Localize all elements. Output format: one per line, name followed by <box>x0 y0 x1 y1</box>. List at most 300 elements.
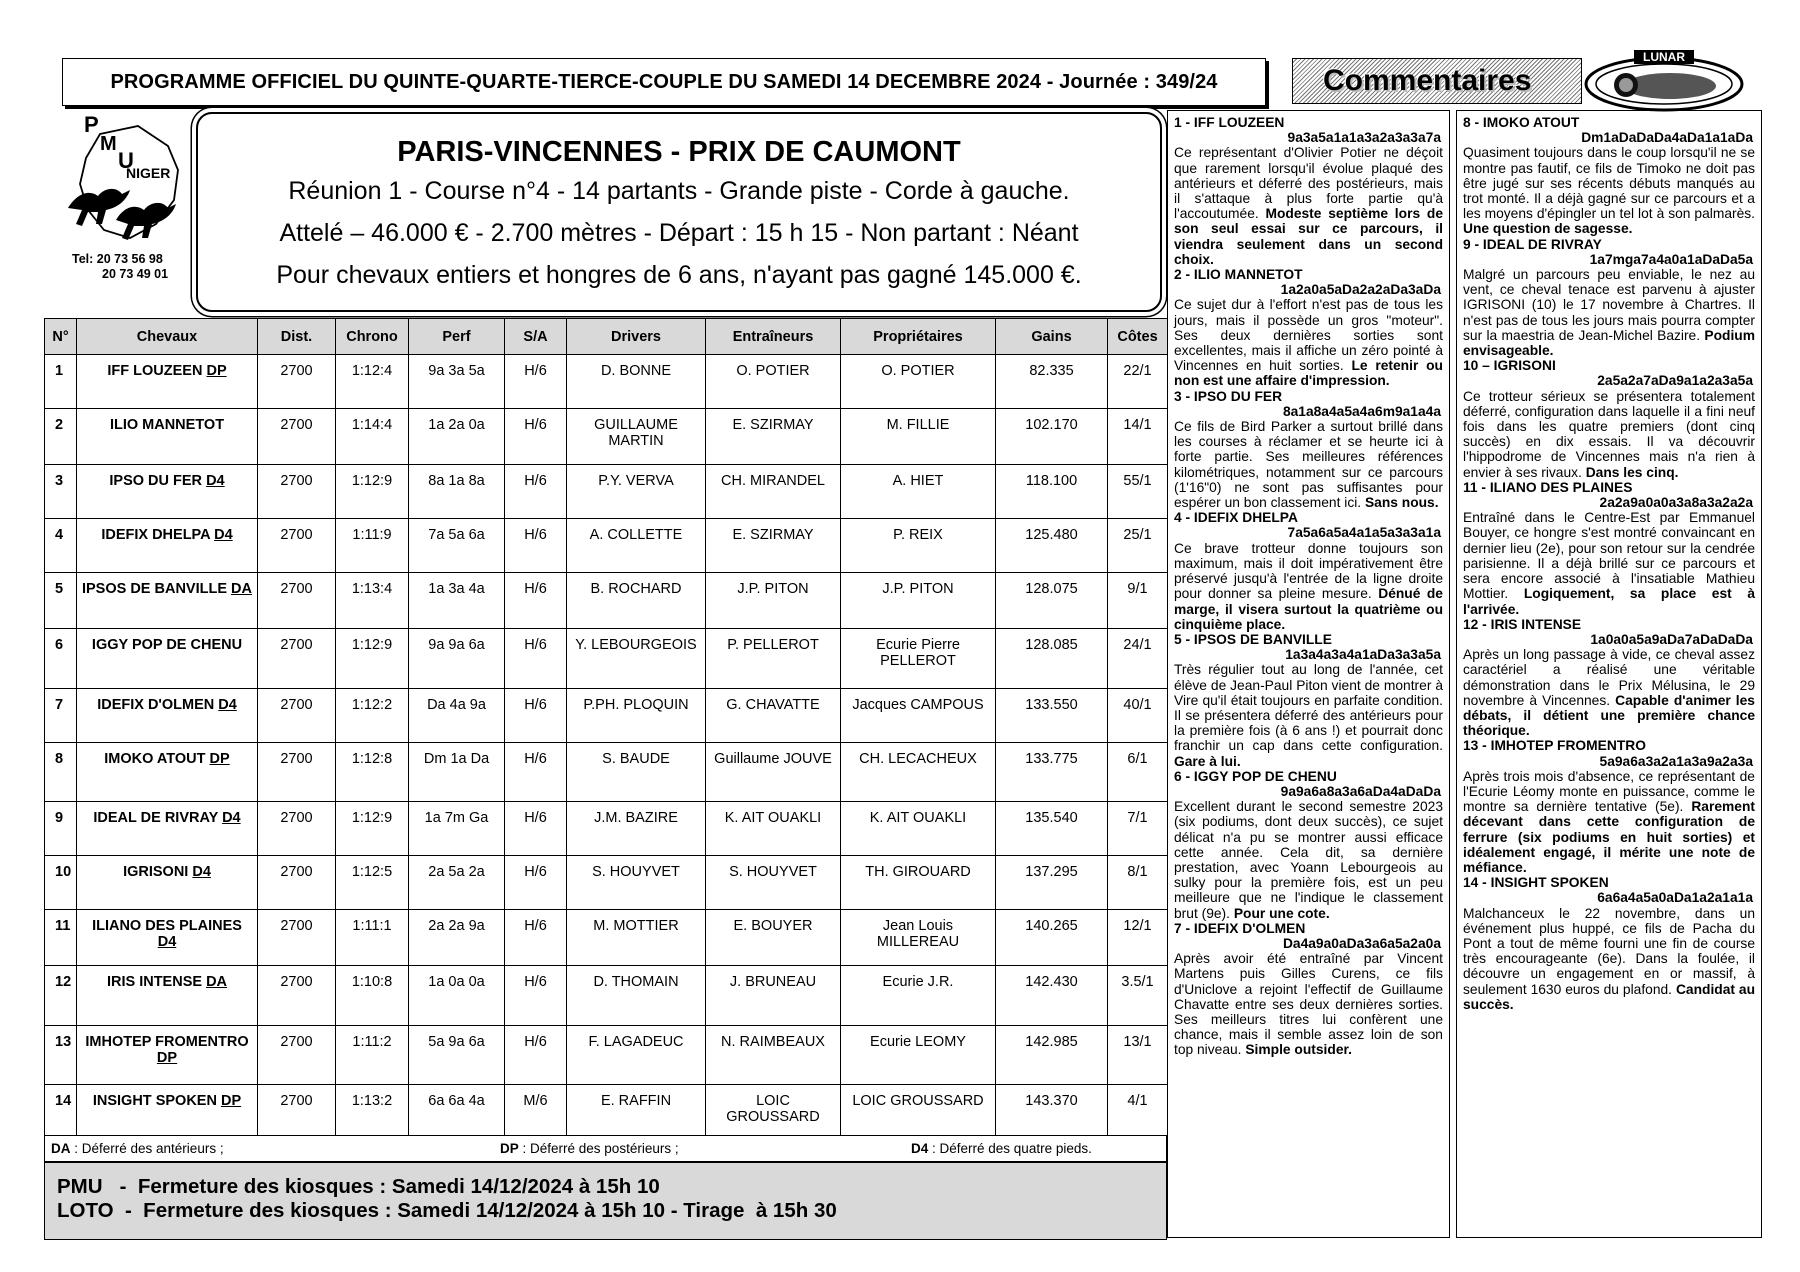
cell-dist: 2700 <box>258 465 336 519</box>
comment-text: Quasiment toujours dans le coup lorsqu'il ne se montre pas fautif, ce fils de Timoko ne doit pas être jugé sur ses récents débuts manqués au trot monté. Il a déjà gagné sur ce parcours et a les moyens d'épingler un tel lot à son palmarès. <box>1463 145 1755 222</box>
comment-entry <box>1174 267 1443 389</box>
comment-form-code: 1a2a0a5aDa2a2aDa3aDa <box>1280 282 1441 298</box>
cell-cote: 25/1 <box>1108 518 1168 572</box>
comment-entry <box>1174 769 1443 921</box>
cell-owner: A. HIET <box>841 465 996 519</box>
comment-text: Ce représentant d'Olivier Potier ne déçoit que rarement lorsqu'il évolue plaqué des antérieurs et déferré des postérieurs, mais il s'attaque à plus forte partie qu'à l'accoutumée. <box>1174 145 1443 222</box>
horse-name-cell <box>77 408 258 464</box>
cell-sa: H/6 <box>505 1025 567 1085</box>
table-row <box>45 629 1168 689</box>
cell-perf: Da 4a 9a <box>409 688 505 742</box>
comment-form-code: Da4a9a0aDa3a6a5a2a0a <box>1282 935 1441 951</box>
cell-chrono: 1:11:9 <box>336 518 409 572</box>
horse-name: INSIGHT SPOKEN <box>92 1093 217 1110</box>
cell-cote: 24/1 <box>1108 629 1168 689</box>
horse-name-cell <box>77 966 258 1026</box>
comment-form-code: 9a3a5a1a1a3a2a3a3a7a <box>1287 130 1441 146</box>
cell-chrono: 1:12:9 <box>336 802 409 856</box>
comment-body <box>1463 510 1755 616</box>
comment-conclusion: Capable d'animer les débats, il détient une première chance théorique. <box>1463 692 1755 739</box>
table-row <box>45 572 1168 628</box>
comment-text: Ce fils de Bird Parker a surtout brillé dans les courses à réclamer et se heurte ici à forte partie. Ses meilleures références kilométriques, notamment sur ce parcours (1'16"0) ne sont pas suffisantes pour espérer un bon classement ici. <box>1174 419 1443 511</box>
legend-da-text: : Déferré des antérieurs ; <box>70 1141 224 1156</box>
cell-chrono: 1:14:4 <box>336 408 409 464</box>
cell-owner: K. AIT OUAKLI <box>841 802 996 856</box>
race-title: PARIS-VINCENNES - PRIX DE CAUMONT <box>397 136 961 168</box>
kiosk-pmu-line: PMU - Fermeture des kiosques : Samedi 14/12/2024 à 15h 10 <box>57 1175 660 1198</box>
cell-trainer: G. CHAVATTE <box>706 688 841 742</box>
ferrure-tag: D4 <box>206 473 225 490</box>
cell-cote: 9/1 <box>1108 572 1168 628</box>
ferrure-tag: DP <box>209 750 230 767</box>
table-body <box>45 355 1168 1136</box>
column-header: Dist. <box>258 319 336 355</box>
cell-driver: F. LAGADEUC <box>567 1025 706 1085</box>
cell-gains: 142.985 <box>996 1025 1108 1085</box>
horse-name-cell <box>77 1025 258 1085</box>
comment-conclusion: Une question de sagesse. <box>1463 221 1633 237</box>
legend-d4-code: D4 <box>911 1141 929 1156</box>
comment-title: 7 - IDEFIX D'OLMEN <box>1174 920 1306 936</box>
cell-chrono: 1:12:9 <box>336 629 409 689</box>
comment-conclusion: Rarement décevant dans cette configuration de ferrure (six podiums en huit sorties) et idéalement engagé, il mérite une note de méfiance. <box>1463 799 1755 875</box>
horse-name-cell <box>77 802 258 856</box>
comment-title: 4 - IDEFIX DHELPA <box>1174 510 1298 526</box>
comment-body <box>1174 662 1443 768</box>
cell-gains: 135.540 <box>996 802 1108 856</box>
cell-owner: CH. LECACHEUX <box>841 742 996 802</box>
cell-owner: Jean Louis MILLEREAU <box>841 909 996 965</box>
cell-dist: 2700 <box>258 742 336 802</box>
table-row <box>45 742 1168 802</box>
cell-perf: 2a 5a 2a <box>409 856 505 910</box>
comment-body <box>1174 541 1443 632</box>
cell-gains: 137.295 <box>996 856 1108 910</box>
cell-chrono: 1:12:5 <box>336 856 409 910</box>
pmu-tel-line2: 20 73 49 01 <box>102 267 169 281</box>
legend-dp-text: : Déferré des postérieurs ; <box>518 1141 679 1156</box>
comment-conclusion: Sans nous. <box>1364 495 1439 511</box>
table-row <box>45 1085 1168 1136</box>
cell-n: 5 <box>45 572 77 628</box>
comment-conclusion: Dénué de marge, il visera surtout la quatrième ou cinquième place. <box>1174 586 1443 632</box>
table-row <box>45 518 1168 572</box>
cell-perf: 5a 9a 6a <box>409 1025 505 1085</box>
cell-trainer: P. PELLEROT <box>706 629 841 689</box>
ferrure-tag: D4 <box>157 933 177 950</box>
comment-body <box>1463 906 1755 1012</box>
comment-entry <box>1463 875 1755 1012</box>
runners-table <box>44 318 1168 1136</box>
comment-conclusion: Logiquement, sa place est à l'arrivée. <box>1463 586 1756 617</box>
cell-cote: 6/1 <box>1108 742 1168 802</box>
comment-title: 10 – IGRISONI <box>1463 358 1556 374</box>
cell-driver: D. BONNE <box>567 355 706 409</box>
cell-cote: 13/1 <box>1108 1025 1168 1085</box>
cell-n: 4 <box>45 518 77 572</box>
comment-form-code: 5a9a6a3a2a1a3a9a2a3a <box>1599 753 1753 769</box>
comment-form-code: 9a9a6a8a3a6aDa4aDaDa <box>1280 783 1441 799</box>
cell-n: 6 <box>45 629 77 689</box>
cell-n: 3 <box>45 465 77 519</box>
race-info-box <box>196 112 1162 312</box>
column-header: N° <box>45 319 77 355</box>
cell-n: 2 <box>45 408 77 464</box>
comment-title: 9 - IDEAL DE RIVRAY <box>1463 236 1602 252</box>
table-row <box>45 856 1168 910</box>
comment-body <box>1174 799 1443 921</box>
cell-perf: 1a 0a 0a <box>409 966 505 1026</box>
cell-owner: Ecurie Pierre PELLEROT <box>841 629 996 689</box>
ferrure-tag: DA <box>231 580 252 597</box>
cell-gains: 118.100 <box>996 465 1108 519</box>
column-header: Propriétaires <box>841 319 996 355</box>
pmu-logo-p: P <box>84 112 99 137</box>
ferrure-tag: DP <box>220 1093 242 1110</box>
cell-perf: 9a 9a 6a <box>409 629 505 689</box>
comment-entry <box>1463 480 1755 617</box>
comment-entry <box>1463 115 1755 237</box>
legend-da <box>51 1141 224 1156</box>
cell-chrono: 1:13:2 <box>336 1085 409 1136</box>
cell-cote: 22/1 <box>1108 355 1168 409</box>
table-row <box>45 966 1168 1026</box>
comments-column-right <box>1456 110 1762 1238</box>
comment-entry <box>1463 738 1755 875</box>
horse-name: IGRISONI <box>123 864 189 881</box>
comment-conclusion: Le retenir ou non est une affaire d'impression. <box>1174 358 1443 389</box>
horse-name: IPSOS DE BANVILLE <box>81 580 228 597</box>
comment-text: Ce brave trotteur donne toujours son maximum, mais il doit impérativement être préservé jusqu'à l'entrée de la ligne droite pour donner sa pleine mesure. <box>1174 540 1443 602</box>
cell-cote: 12/1 <box>1108 909 1168 965</box>
horse-name: IDEFIX DHELPA <box>101 526 211 543</box>
comment-body <box>1463 769 1755 875</box>
legend-dp-code: DP <box>500 1141 519 1156</box>
comment-conclusion: Gare à lui. <box>1174 753 1241 769</box>
cell-trainer: E. SZIRMAY <box>706 518 841 572</box>
cell-trainer: N. RAIMBEAUX <box>706 1025 841 1085</box>
cell-cote: 4/1 <box>1108 1085 1168 1136</box>
comment-conclusion: Candidat au succès. <box>1463 981 1755 1012</box>
cell-gains: 82.335 <box>996 355 1108 409</box>
cell-driver: J.M. BAZIRE <box>567 802 706 856</box>
cell-driver: S. HOUYVET <box>567 856 706 910</box>
table-row <box>45 688 1168 742</box>
comment-title: 14 - INSIGHT SPOKEN <box>1463 875 1609 891</box>
comments-column-left <box>1167 110 1450 1238</box>
horse-name-cell <box>77 742 258 802</box>
cell-sa: H/6 <box>505 629 567 689</box>
cell-sa: H/6 <box>505 742 567 802</box>
pmu-logo-niger: NIGER <box>126 165 171 181</box>
cell-perf: 1a 3a 4a <box>409 572 505 628</box>
cell-perf: 9a 3a 5a <box>409 355 505 409</box>
cell-driver: S. BAUDE <box>567 742 706 802</box>
comment-body <box>1463 145 1755 236</box>
cell-owner: P. REIX <box>841 518 996 572</box>
cell-owner: M. FILLIE <box>841 408 996 464</box>
comments-header <box>1292 58 1582 104</box>
cell-n: 7 <box>45 688 77 742</box>
cell-dist: 2700 <box>258 518 336 572</box>
cell-cote: 3.5/1 <box>1108 966 1168 1026</box>
comment-conclusion: Pour une cote. <box>1233 905 1330 921</box>
ferrure-tag: DA <box>206 974 228 991</box>
cell-dist: 2700 <box>258 355 336 409</box>
cell-chrono: 1:12:9 <box>336 465 409 519</box>
horse-name: ILIANO DES PLAINES <box>92 917 242 934</box>
cell-n: 8 <box>45 742 77 802</box>
comment-title: 2 - ILIO MANNETOT <box>1174 267 1303 283</box>
cell-dist: 2700 <box>258 1085 336 1136</box>
comment-text: Malchanceux le 22 novembre, dans un événement plus huppé, ce fils de Pacha du Pont a tout de même fourni une fin de course très encourageante (6e). Dans la foulée, il découvre un engagement en or massif, à seulement 1630 euros du plafond. <box>1463 905 1755 997</box>
horse-name: IMHOTEP FROMENTRO <box>85 1033 249 1050</box>
comment-text: Excellent durant le second semestre 2023 (six podiums, dont deux succès), ce sujet délicat n'a pu se montrer aussi efficace cette année. Cela dit, sa dernière prestation, avec Yoann Lebourgeois au sulky pour la première fois, est un peu meilleure que ne l'indique le classement brut (9e). <box>1174 799 1443 921</box>
cell-cote: 7/1 <box>1108 802 1168 856</box>
comment-form-code: 1a0a0a5a9aDa7aDaDaDa <box>1590 631 1753 647</box>
comment-title: 6 - IGGY POP DE CHENU <box>1174 768 1337 784</box>
horse-name-cell <box>77 909 258 965</box>
horse-name: IPSO DU FER <box>109 473 203 490</box>
ferrure-tag: D4 <box>192 864 211 881</box>
cell-trainer: J.P. PITON <box>706 572 841 628</box>
comment-entry <box>1463 358 1755 480</box>
cell-gains: 140.265 <box>996 909 1108 965</box>
cell-owner: LOIC GROUSSARD <box>841 1085 996 1136</box>
cell-owner: TH. GIROUARD <box>841 856 996 910</box>
comment-conclusion: Simple outsider. <box>1245 1042 1352 1058</box>
cell-cote: 14/1 <box>1108 408 1168 464</box>
comment-entry <box>1174 632 1443 769</box>
pmu-contact <box>72 252 168 282</box>
pmu-logo-u: U <box>118 148 134 173</box>
comment-title: 1 - IFF LOUZEEN <box>1174 115 1285 130</box>
cell-cote: 55/1 <box>1108 465 1168 519</box>
legend-dp <box>500 1141 679 1156</box>
horse-name-cell <box>77 518 258 572</box>
cell-driver: GUILLAUME MARTIN <box>567 408 706 464</box>
cell-perf: 1a 2a 0a <box>409 408 505 464</box>
table-row <box>45 802 1168 856</box>
horse-name-cell <box>77 572 258 628</box>
comment-title: 11 - ILIANO DES PLAINES <box>1463 479 1633 495</box>
cell-trainer: E. SZIRMAY <box>706 408 841 464</box>
comment-form-code: 6a6a4a5a0aDa1a2a1a1a <box>1597 890 1753 906</box>
comment-body <box>1174 145 1443 267</box>
cell-perf: 7a 5a 6a <box>409 518 505 572</box>
cell-sa: H/6 <box>505 572 567 628</box>
race-info-line2: Attelé – 46.000 € - 2.700 mètres - Départ : 15 h 15 - Non partant : Néant <box>279 219 1079 247</box>
horse-name-cell <box>77 1085 258 1136</box>
table-header-row <box>45 319 1168 355</box>
cell-trainer: K. AIT OUAKLI <box>706 802 841 856</box>
comment-body <box>1174 951 1443 1057</box>
ferrure-tag: DP <box>156 1049 178 1066</box>
cell-owner: Ecurie J.R. <box>841 966 996 1026</box>
cell-gains: 142.430 <box>996 966 1108 1026</box>
table-row <box>45 909 1168 965</box>
cell-driver: A. COLLETTE <box>567 518 706 572</box>
comment-form-code: 1a7mga7a4a0a1aDaDa5a <box>1589 251 1753 267</box>
comment-entry <box>1174 389 1443 511</box>
comment-body <box>1174 297 1443 388</box>
horse-name-cell <box>77 465 258 519</box>
cell-dist: 2700 <box>258 572 336 628</box>
comment-title: 3 - IPSO DU FER <box>1174 388 1283 404</box>
cell-sa: H/6 <box>505 966 567 1026</box>
cell-owner: J.P. PITON <box>841 572 996 628</box>
comment-conclusion: Modeste septième lors de son seul essai sur ce parcours, il viendra seulement dans un second choix. <box>1174 206 1443 267</box>
comment-text: Entraîné dans le Centre-Est par Emmanuel Bouyer, ce hongre s'est montré convaincant en dernier lieu (2e), pour son retour sur la cendrée parisienne. Il a déjà brillé sur ce parcours et sera encore associé à l'insatiable Mathieu Mottier. <box>1463 510 1755 602</box>
comment-form-code: Dm1aDaDaDa4aDa1a1aDa <box>1581 130 1753 146</box>
cell-driver: D. THOMAIN <box>567 966 706 1026</box>
cell-trainer: O. POTIER <box>706 355 841 409</box>
cell-chrono: 1:12:2 <box>336 688 409 742</box>
horse-name: IDEFIX D'OLMEN <box>97 696 215 713</box>
comment-entry <box>1463 237 1755 359</box>
horse-name: IMOKO ATOUT <box>104 750 206 767</box>
comment-form-code: 1a3a4a3a4a1aDa3a3a5a <box>1285 647 1441 663</box>
table-row <box>45 465 1168 519</box>
table-row <box>45 408 1168 464</box>
column-header: Drivers <box>567 319 706 355</box>
cell-sa: H/6 <box>505 465 567 519</box>
ferrure-tag: D4 <box>218 696 237 713</box>
cell-gains: 133.550 <box>996 688 1108 742</box>
horse-name: IDEAL DE RIVRAY <box>93 810 219 827</box>
cell-owner: Jacques CAMPOUS <box>841 688 996 742</box>
cell-owner: Ecurie LEOMY <box>841 1025 996 1085</box>
cell-gains: 128.085 <box>996 629 1108 689</box>
comment-text: Après avoir été entraîné par Vincent Martens puis Gilles Curens, ce fils d'Uniclove a rejoint l'effectif de Guillaume Chavatte entre ses deux dernières sorties. Ses meilleurs titres lui confèrent une chance, mais il semble assez loin de son top niveau. <box>1174 951 1443 1058</box>
cell-n: 9 <box>45 802 77 856</box>
cell-dist: 2700 <box>258 909 336 965</box>
horse-name-cell <box>77 856 258 910</box>
cell-n: 11 <box>45 909 77 965</box>
cell-sa: M/6 <box>505 1085 567 1136</box>
cell-trainer: Guillaume JOUVE <box>706 742 841 802</box>
race-info-line1: Réunion 1 - Course n°4 - 14 partants - Grande piste - Corde à gauche. <box>288 177 1070 205</box>
comment-entry <box>1174 510 1443 632</box>
horse-name-cell <box>77 629 258 689</box>
comment-title: 5 - IPSOS DE BANVILLE <box>1174 631 1332 647</box>
cell-owner: O. POTIER <box>841 355 996 409</box>
cell-trainer: S. HOUYVET <box>706 856 841 910</box>
cell-chrono: 1:12:4 <box>336 355 409 409</box>
cell-n: 13 <box>45 1025 77 1085</box>
kiosk-closing-box <box>44 1162 1167 1240</box>
cell-n: 12 <box>45 966 77 1026</box>
horse-name: IFF LOUZEEN <box>107 363 203 379</box>
cell-perf: Dm 1a Da <box>409 742 505 802</box>
comment-conclusion: Podium envisageable. <box>1463 327 1755 359</box>
horse-name: ILIO MANNETOT <box>109 416 225 433</box>
column-header: Chevaux <box>77 319 258 355</box>
pmu-niger-logo-icon <box>60 112 188 250</box>
comment-entry <box>1174 115 1443 267</box>
cell-gains: 133.775 <box>996 742 1108 802</box>
cell-sa: H/6 <box>505 856 567 910</box>
cell-driver: P.PH. PLOQUIN <box>567 688 706 742</box>
cell-gains: 143.370 <box>996 1085 1108 1136</box>
kiosk-loto-line: LOTO - Fermeture des kiosques : Samedi 14/12/2024 à 15h 10 - Tirage à 15h 30 <box>57 1199 837 1222</box>
race-info-line3: Pour chevaux entiers et hongres de 6 ans, n'ayant pas gagné 145.000 €. <box>276 261 1082 289</box>
horse-name-cell <box>77 688 258 742</box>
cell-driver: E. RAFFIN <box>567 1085 706 1136</box>
table-row <box>45 1025 1168 1085</box>
comment-text: Après un long passage à vide, ce cheval assez caractériel a réalisé une véritable démonstration dans le Prix Mélusina, le 29 novembre à Vincennes. <box>1463 647 1755 708</box>
cell-dist: 2700 <box>258 408 336 464</box>
cell-dist: 2700 <box>258 1025 336 1085</box>
cell-chrono: 1:11:2 <box>336 1025 409 1085</box>
table-row <box>45 355 1168 409</box>
cell-sa: H/6 <box>505 909 567 965</box>
page-title-text: PROGRAMME OFFICIEL DU QUINTE-QUARTE-TIERCE-COUPLE DU SAMEDI 14 DECEMBRE 2024 - Journée : 349/24 <box>110 70 1218 93</box>
comment-text: Malgré un parcours peu enviable, le nez au vent, ce cheval tenace est parvenu à ajuster IGRISONI (10) le 17 novembre à Chartres. Il n'est pas de tous les jours mais pourra compter sur la maestria de Jean-Michel Bazire. <box>1463 267 1755 343</box>
cell-sa: H/6 <box>505 802 567 856</box>
cell-cote: 8/1 <box>1108 856 1168 910</box>
comment-text: Ce trotteur sérieux se présentera totalement déferré, configuration dans laquelle il a fini neuf fois dans les quatre premiers (dont cinq succès) en dix essais. Il va découvrir l'hippodrome de Vincennes mais n'a rien à envier à ses rivaux. <box>1463 388 1755 480</box>
cell-sa: H/6 <box>505 355 567 409</box>
pmu-tel-line1: Tel: 20 73 56 98 <box>72 252 163 266</box>
horse-name: IGGY POP DE CHENU <box>91 637 243 654</box>
cell-trainer: LOIC GROUSSARD <box>706 1085 841 1136</box>
comment-conclusion: Dans les cinq. <box>1585 464 1679 480</box>
comment-form-code: 2a5a2a7aDa9a1a2a3a5a <box>1597 373 1753 389</box>
cell-trainer: E. BOUYER <box>706 909 841 965</box>
cell-n: 10 <box>45 856 77 910</box>
lunar-logo-text: LUNAR <box>1643 50 1685 64</box>
column-header: Chrono <box>336 319 409 355</box>
comment-body <box>1463 267 1755 358</box>
cell-chrono: 1:10:8 <box>336 966 409 1026</box>
page-title <box>62 58 1266 106</box>
cell-sa: H/6 <box>505 518 567 572</box>
comment-form-code: 7a5a6a5a4a1a5a3a3a1a <box>1287 525 1441 541</box>
cell-driver: B. ROCHARD <box>567 572 706 628</box>
comment-text: Très régulier tout au long de l'année, cet élève de Jean-Paul Piton vient de montrer à Vire qu'il était toujours en parfaite condition. Il se présentera déferré des antérieurs pour la première fois (à 6 ans !) et pourrait donc franchir un cap dans cette configuration. <box>1174 662 1443 754</box>
legend-d4-text: : Déferré des quatre pieds. <box>928 1141 1092 1156</box>
cell-sa: H/6 <box>505 688 567 742</box>
comment-form-code: 8a1a8a4a5a4a6m9a1a4a <box>1282 403 1441 419</box>
cell-dist: 2700 <box>258 802 336 856</box>
column-header: S/A <box>505 319 567 355</box>
cell-chrono: 1:13:4 <box>336 572 409 628</box>
legend-d4 <box>911 1141 1092 1156</box>
lunar-logo-icon <box>1578 48 1748 114</box>
cell-gains: 128.075 <box>996 572 1108 628</box>
comment-entry <box>1463 617 1755 739</box>
cell-cote: 40/1 <box>1108 688 1168 742</box>
cell-perf: 2a 2a 9a <box>409 909 505 965</box>
cell-n: 14 <box>45 1085 77 1136</box>
ferrure-tag: D4 <box>222 810 241 827</box>
cell-perf: 8a 1a 8a <box>409 465 505 519</box>
cell-perf: 1a 7m Ga <box>409 802 505 856</box>
horse-name: IRIS INTENSE <box>106 974 203 991</box>
cell-dist: 2700 <box>258 856 336 910</box>
cell-dist: 2700 <box>258 629 336 689</box>
comment-title: 8 - IMOKO ATOUT <box>1463 115 1580 130</box>
comment-body <box>1463 389 1755 480</box>
cell-gains: 125.480 <box>996 518 1108 572</box>
cell-trainer: CH. MIRANDEL <box>706 465 841 519</box>
pmu-logo-m: M <box>100 133 117 155</box>
column-header: Entraîneurs <box>706 319 841 355</box>
ferrure-legend <box>44 1136 1167 1162</box>
cell-dist: 2700 <box>258 688 336 742</box>
cell-sa: H/6 <box>505 408 567 464</box>
